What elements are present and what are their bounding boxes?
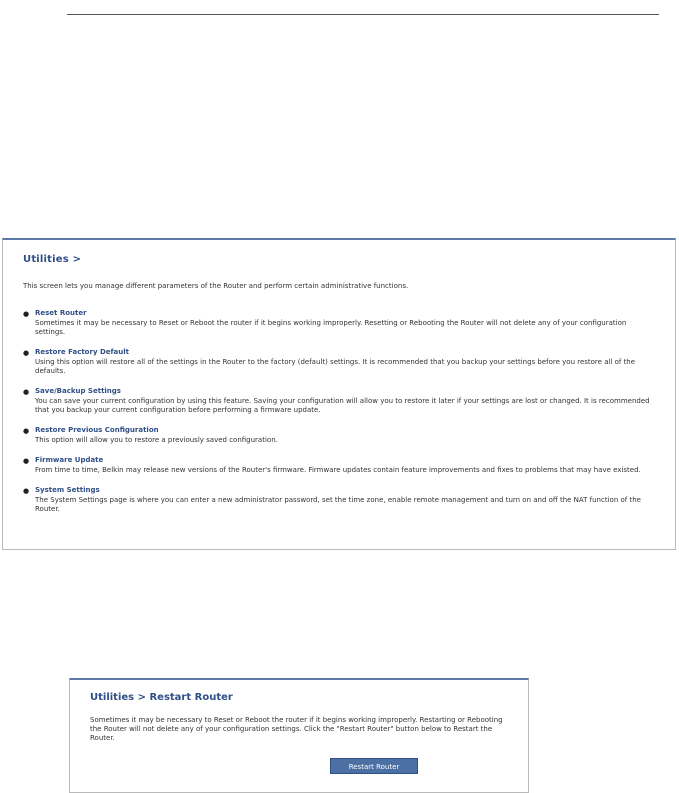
firmware-update-link[interactable]: Firmware Update — [35, 456, 104, 464]
bullet-icon: ● — [23, 487, 30, 495]
reset-router-link[interactable]: Reset Router — [35, 309, 87, 317]
list-item-firmware-update — [23, 455, 663, 475]
bullet-icon: ● — [23, 310, 30, 318]
list-item-reset-router — [23, 308, 663, 337]
bullet-icon: ● — [23, 388, 30, 396]
utilities-panel — [2, 238, 676, 550]
list-item-save-backup-settings — [23, 386, 663, 415]
save-backup-settings-description: You can save your current configuration by using this feature. Saving your configuration will allow you to restore it later if your settings are lost or changed. It is recommended that you backup your current configuration before performing a firmware update. — [35, 397, 650, 414]
restart-page-title: Utilities > Restart Router — [90, 692, 233, 703]
firmware-update-description: From time to time, Belkin may release new versions of the Router's firmware. Firmware updates contain feature improvements and fixes to problems that may have existed. — [35, 466, 641, 474]
restart-router-button[interactable]: Restart Router — [330, 758, 418, 774]
restore-factory-default-link[interactable]: Restore Factory Default — [35, 348, 130, 356]
restore-previous-configuration-link[interactable]: Restore Previous Configuration — [35, 426, 159, 434]
bullet-icon: ● — [23, 427, 30, 435]
bullet-icon: ● — [23, 349, 30, 357]
restore-previous-configuration-description: This option will allow you to restore a previously saved configuration. — [35, 436, 278, 444]
bullet-icon: ● — [23, 457, 30, 465]
system-settings-link[interactable]: System Settings — [35, 486, 100, 494]
list-item-restore-previous-configuration — [23, 425, 663, 445]
intro-text: This screen lets you manage different parameters of the Router and perform certain administrative functions. — [23, 282, 409, 290]
list-item-restore-factory-default — [23, 347, 663, 376]
top-divider — [67, 14, 659, 15]
restore-factory-default-description: Using this option will restore all of the settings in the Router to the factory (default) settings. It is recommended that you backup your settings before you restore all of the defaults. — [35, 358, 636, 375]
system-settings-description: The System Settings page is where you can enter a new administrator password, set the time zone, enable remote management and turn on and off the NAT function of the Router. — [35, 496, 641, 513]
utilities-list — [23, 308, 663, 524]
restart-router-panel — [69, 678, 529, 793]
save-backup-settings-link[interactable]: Save/Backup Settings — [35, 387, 121, 395]
list-item-system-settings — [23, 485, 663, 514]
reset-router-description: Sometimes it may be necessary to Reset or Reboot the router if it begins working improperly. Resetting or Rebooting the Router will not delete any of your configuration settings. — [35, 319, 627, 336]
page-title: Utilities > — [23, 254, 82, 265]
restart-description: Sometimes it may be necessary to Reset or Reboot the router if it begins working improperly. Restarting or Rebooting the Router will not delete any of your configuration settings. Click the "Restart Router" button below to Restart the Router. — [90, 716, 503, 742]
